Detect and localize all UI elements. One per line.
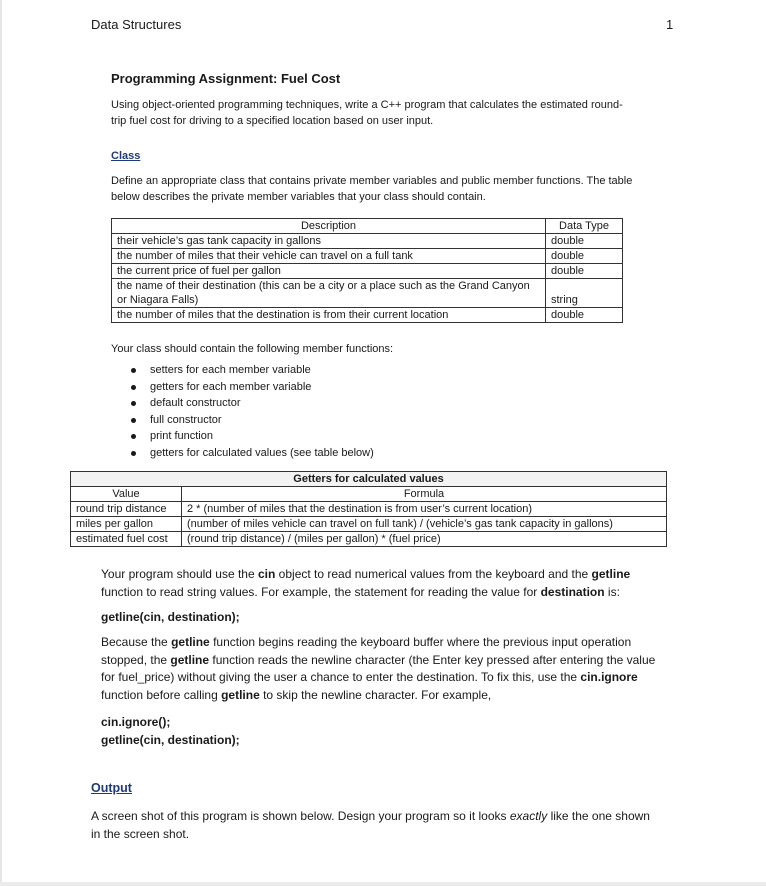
type-cell: string	[546, 279, 623, 308]
description-cell: the name of their destination (this can be a city or a place such as the Grand Canyon or Niagara Falls)	[112, 279, 546, 308]
output-paragraph	[91, 808, 651, 843]
table-row	[71, 532, 667, 547]
page-bottom-edge	[0, 882, 766, 886]
description-cell: the number of miles that their vehicle can travel on a full tank	[112, 249, 546, 264]
code-line: getline(cin, destination);	[101, 732, 240, 747]
text-run: to skip the newline character. For example,	[259, 687, 492, 702]
column-header: Formula	[182, 487, 667, 502]
formula-cell: (round trip distance) / (miles per gallon) * (fuel price)	[182, 532, 667, 547]
list-item: full constructor	[128, 412, 374, 429]
list-item: setters for each member variable	[128, 362, 374, 379]
text-run: Because the	[101, 635, 172, 649]
value-cell: estimated fuel cost	[71, 532, 182, 547]
member-variables-table	[111, 218, 623, 323]
list-item: getters for each member variable	[128, 379, 374, 396]
calculated-values-table	[70, 471, 667, 547]
page-number: 1	[666, 17, 674, 32]
type-cell: double	[546, 249, 623, 264]
italic-term: exactly	[509, 809, 548, 823]
class-paragraph: Define an appropriate class that contains private member variables and public member functions. The table below describes the private member variables that your class should contain.	[111, 175, 633, 203]
code-example-block	[101, 714, 661, 749]
class-heading: Class	[111, 150, 141, 162]
bold-term: destination	[540, 584, 605, 599]
table-header-row	[112, 219, 623, 234]
table-row	[112, 249, 623, 264]
text-run: object to read numerical values from the keyboard and the	[275, 567, 592, 581]
column-header: Value	[71, 487, 182, 502]
table-row	[112, 234, 623, 249]
code-line: cin.ignore();	[101, 715, 171, 729]
cin-paragraph	[101, 566, 661, 601]
type-cell: double	[546, 234, 623, 249]
intro-paragraph: Using object-oriented programming techniques, write a C++ program that calculates the estimated round-trip fuel cost for driving to a specified location based on user input.	[111, 99, 623, 127]
table-row	[71, 517, 667, 532]
description-cell: their vehicle’s gas tank capacity in gallons	[112, 234, 546, 249]
description-cell: the number of miles that the destination is from their current location	[112, 308, 546, 323]
value-cell: miles per gallon	[71, 517, 182, 532]
text-run: function before calling	[101, 687, 222, 702]
table-row	[112, 279, 623, 308]
type-cell: double	[546, 264, 623, 279]
text-run: function begins reading the keyboard buffer where the previous input operation stopped, the	[101, 635, 632, 667]
table-header-row	[71, 487, 667, 502]
table-caption-row	[71, 472, 667, 487]
member-functions-list	[128, 362, 374, 462]
text-run: like the one shown in the screen shot.	[91, 809, 650, 841]
text-run: Your program should use the	[101, 567, 258, 581]
text-run: function to read string values. For example, the statement for reading the value for	[101, 584, 541, 599]
bold-term: getline	[221, 687, 260, 702]
table-caption: Getters for calculated values	[71, 472, 667, 487]
page-edge	[0, 0, 2, 886]
bold-term: cin	[258, 567, 276, 581]
text-run: is:	[604, 584, 620, 599]
text-run: function reads the newline character (the Enter key pressed after entering the value for fuel_price) without giving the user a chance to enter the destination. To fix this, use the	[101, 652, 656, 684]
list-item: default constructor	[128, 395, 374, 412]
table-row	[71, 502, 667, 517]
formula-cell: 2 * (number of miles that the destination is from user’s current location)	[182, 502, 667, 517]
bold-term: getline	[171, 635, 210, 649]
functions-intro: Your class should contain the following member functions:	[111, 343, 394, 355]
formula-cell: (number of miles vehicle can travel on full tank) / (vehicle’s gas tank capacity in gallons)	[182, 517, 667, 532]
code-example: getline(cin, destination);	[101, 610, 240, 624]
list-item: print function	[128, 428, 374, 445]
assignment-title: Programming Assignment: Fuel Cost	[111, 71, 341, 86]
bold-term: getline	[591, 567, 631, 581]
table-row	[112, 308, 623, 323]
output-heading: Output	[91, 781, 132, 795]
bold-term: getline	[170, 652, 210, 667]
type-cell: double	[546, 308, 623, 323]
bold-term: cin.ignore	[580, 670, 638, 684]
table-row	[112, 264, 623, 279]
column-header: Data Type	[546, 219, 623, 234]
header-title: Data Structures	[91, 17, 182, 32]
value-cell: round trip distance	[71, 502, 182, 517]
getline-paragraph	[101, 634, 661, 704]
description-cell: the current price of fuel per gallon	[112, 264, 546, 279]
column-header: Description	[112, 219, 546, 234]
text-run: A screen shot of this program is shown below. Design your program so it looks	[91, 809, 510, 823]
list-item: getters for calculated values (see table below)	[128, 445, 374, 462]
